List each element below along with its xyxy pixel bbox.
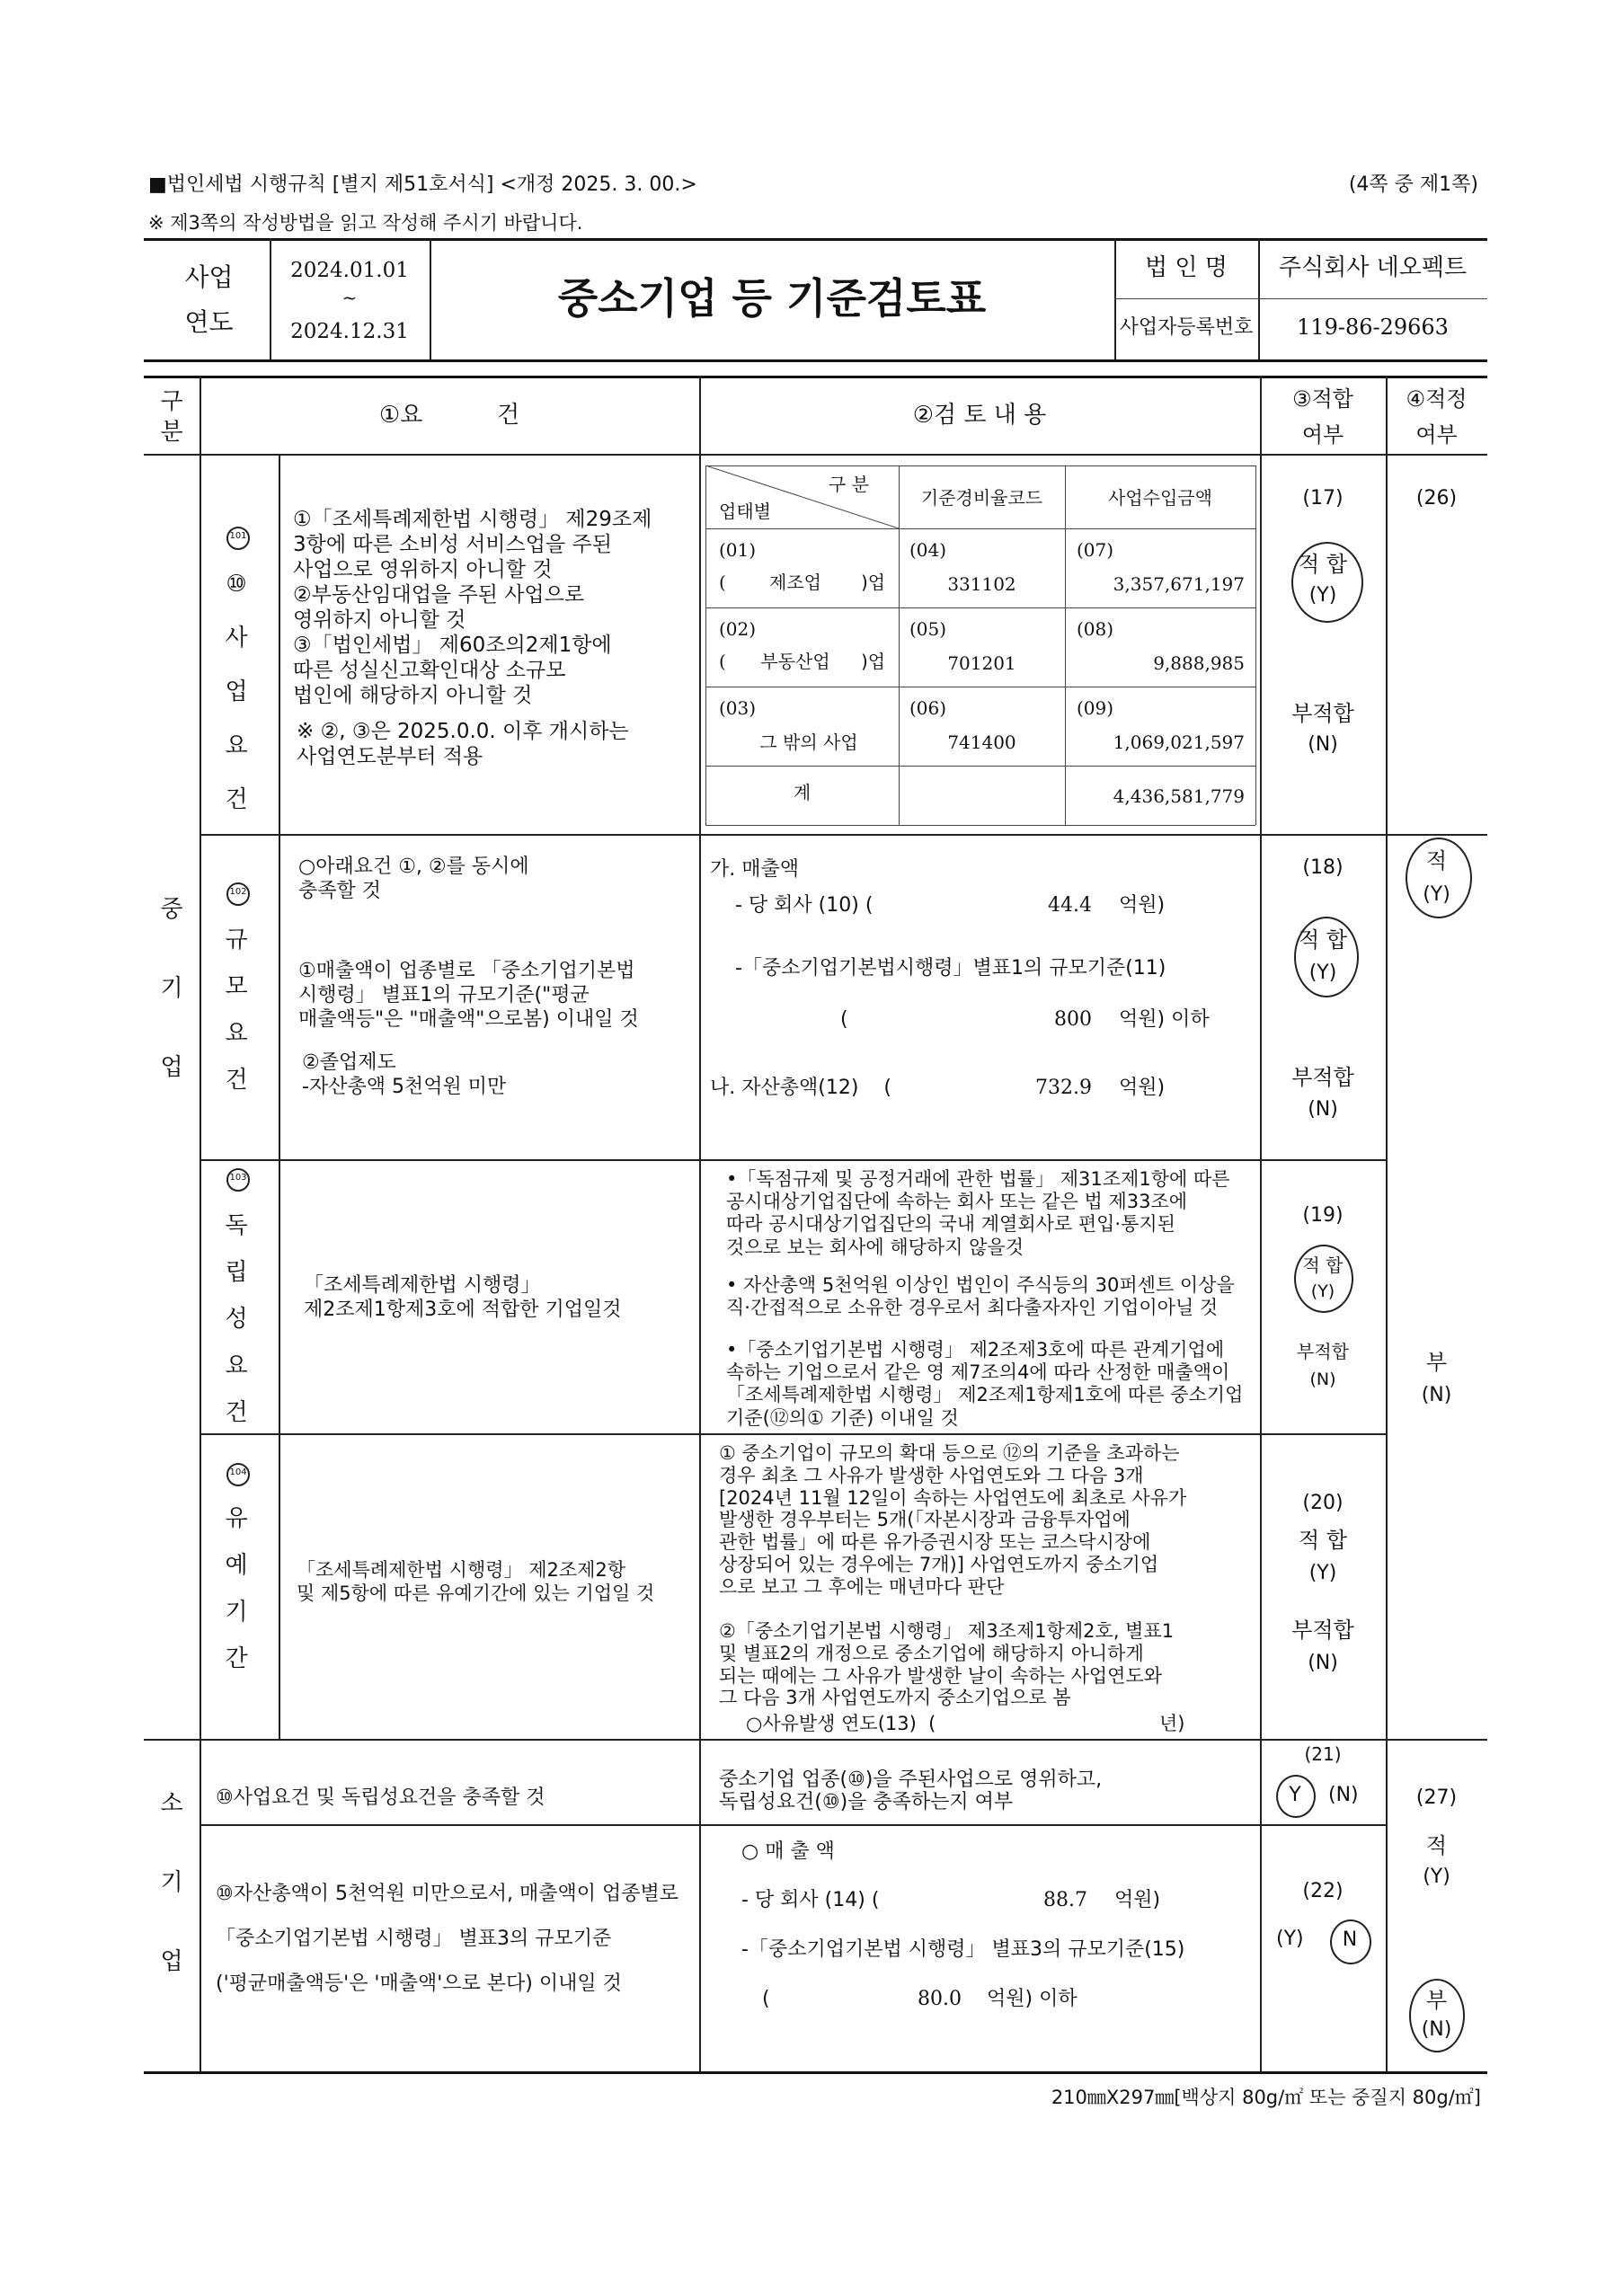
col-header-proper: ④적정 여부	[1406, 386, 1468, 448]
row101-requirement: ①「조세특례제한법 시행령」 제29조제 3항에 따른 소비성 서비스업을 주된 사업으로 영위하지 아니할 것 ②부동산임대업을 주된 사업으로 영위하지 아니할 것 ③「법인세법」 제60조의2제1항에 따른 성실신고확인대상 소규모 법인에 해당하지 아니할 것	[293, 508, 652, 708]
row102-fit-yes: 적 합	[1299, 927, 1347, 953]
biz-no-label: 사업자등록번호	[1119, 316, 1254, 339]
form-title: 중소기업 등 기준검토표	[557, 274, 987, 323]
row106-req-2: 「중소기업기본법 시행령」 별표3의 규모기준	[216, 1928, 612, 1950]
biz-no: 119-86-29663	[1297, 315, 1449, 340]
law-reference: ■법인세법 시행규칙 [별지 제51호서식] <개정 2025. 3. 00.>	[148, 173, 697, 196]
row101-fit-no-label: 부적합	[1291, 701, 1354, 726]
row106-scale-value: 80.0	[918, 1988, 962, 2010]
row104-requirement: 「조세특례제한법 시행령」 제2조제2항 및 제5항에 따른 유예기간에 있는 기업일 것	[297, 1559, 655, 1604]
row103-review-2: • 자산총액 5천억원 이상인 법인이 주식등의 30퍼센트 이상을 직·간접적으로 소유한 경우로서 최다출자자인 기업이아닐 것	[726, 1274, 1235, 1319]
item-number-102: 102	[226, 882, 250, 906]
row103-fit-yes-code: (Y)	[1310, 1281, 1335, 1301]
row104-event-year-unit: 년)	[1159, 1713, 1185, 1734]
row106-scale-standard: -「중소기업기본법 시행령」 별표3의 규모기준(15)	[741, 1938, 1185, 1961]
row106-proper-code-1: (Y)	[1423, 1866, 1450, 1888]
row102-scale-unit: 억원) 이하	[1119, 1008, 1210, 1031]
col-header-requirement: ①요 건	[378, 402, 520, 429]
table-row-3-amount: 1,069,021,597	[1113, 731, 1245, 753]
row102-scale-value: 800	[1054, 1008, 1092, 1031]
row106-scale-open: (	[762, 1988, 770, 2010]
table-header-amount: 사업수입금액	[1108, 487, 1212, 509]
row101-proper-no: (26)	[1415, 487, 1458, 510]
row103-proper-value: 부	[1425, 1350, 1448, 1375]
row104-label: 유 예 기 간	[225, 1505, 248, 1672]
row103-fit-no-label: 부적합	[1297, 1341, 1349, 1362]
table-row-2-suffix: )업	[861, 651, 886, 672]
table-row-3-no: (03)	[719, 697, 757, 719]
table-row-1-open: (	[719, 572, 726, 593]
instruction-note: ※ 제3쪽의 작성방법을 읽고 작성해 주시기 바랍니다.	[148, 212, 583, 234]
table-row-1-industry: 제조업	[769, 572, 821, 593]
row104-review-1: ① 중소기업이 규모의 확대 등으로 ⑫의 기준을 초과하는 경우 최초 그 사유가 발생한 사업연도와 그 다음 3개 [2024년 11월 12일이 속하는 사업연도에 최초로 사유가 발생한 경우부터는 5개(「자본시장과 금융투자업에 관한 법률」에 따른 유가증권시장 또는 코스닥시장에 상장되어 있는 경우에는 7개)] 사업연도까지 중소기업 으로 보고 그 후에는 매년마다 판단	[719, 1442, 1187, 1598]
table-row-1-code: 331102	[947, 573, 1016, 595]
row105-fit-no: (21)	[1304, 1743, 1342, 1765]
row101-label: ⑩ 사 업 요 건	[225, 571, 248, 813]
row104-fit-yes: 적 합	[1299, 1528, 1347, 1553]
fiscal-year-label-1: 사업	[184, 262, 234, 292]
row102-fit-no-code: (N)	[1308, 1098, 1338, 1121]
item-number-103: 103	[226, 1168, 250, 1192]
fiscal-year-tilde: ~	[341, 287, 358, 308]
item-number-101: 101	[226, 527, 250, 550]
row103-review-3: •「중소기업기본법 시행령」 제2조제3호에 따른 관계기업에 속하는 기업으로서 같은 영 제7조의4에 따라 산정한 매출액이 「조세특례제한법 시행령」 제2조제1항제1호에 따른 중소기업 기준(⑫의① 기준) 이내일 것	[726, 1339, 1244, 1429]
row102-req-1: ○아래요건 ①, ②를 동시에 충족할 것	[298, 855, 529, 902]
row102-scale-open: (	[840, 1008, 848, 1031]
fiscal-year-label-2: 연도	[184, 307, 234, 337]
col-header-category: 구 분	[160, 388, 183, 446]
item-number-104: 104	[226, 1463, 250, 1486]
table-row-2-amount-no: (08)	[1077, 618, 1114, 640]
row102-sales-head: 가. 매출액	[710, 858, 799, 881]
row104-fit-no-code: (N)	[1308, 1652, 1338, 1674]
col-header-review: ②검 토 내 용	[912, 402, 1047, 429]
table-row-1-no: (01)	[719, 539, 757, 561]
table-row-1-amount-no: (07)	[1077, 539, 1114, 561]
table-row-1-suffix: )업	[861, 572, 886, 593]
row106-proper-value-2: 부	[1425, 1988, 1448, 2013]
row102-assets-value: 732.9	[1035, 1077, 1092, 1099]
row105-requirement: ⑩사업요건 및 독립성요건을 충족할 것	[216, 1786, 545, 1809]
row105-review: 중소기업 업종(⑩)을 주된사업으로 영위하고, 독립성요건(⑩)을 충족하는지 여부	[719, 1769, 1103, 1814]
paper-spec: 210㎜X297㎜[백상지 80g/㎡ 또는 중질지 80g/㎡]	[1051, 2087, 1481, 2108]
table-row-2-no: (02)	[719, 618, 757, 640]
row101-fit-yes: 적 합	[1299, 552, 1347, 577]
page-info: (4쪽 중 제1쪽)	[1348, 173, 1478, 196]
row106-fit-no: (22)	[1302, 1880, 1344, 1902]
row102-fit-yes-code: (Y)	[1308, 962, 1337, 984]
row103-review-1: •「독점규제 및 공정거래에 관한 법률」 제31조제1항에 따른 공시대상기업집단에 속하는 회사 또는 같은 법 제33조에 따라 공시대상기업집단의 국내 계열회사로 편입·통지된 것으로 보는 회사에 해당하지 않을것	[726, 1168, 1230, 1258]
table-header-category: 구 분	[829, 474, 869, 495]
row103-fit-no-code: (N)	[1309, 1370, 1336, 1389]
table-row-3-amount-no: (09)	[1077, 697, 1114, 719]
row105-fit-no-option: (N)	[1328, 1784, 1359, 1806]
row103-fit-yes: 적 합	[1302, 1254, 1344, 1276]
table-row-2-industry: 부동산업	[760, 651, 830, 672]
row102-fit-no: (18)	[1302, 856, 1344, 879]
table-row-2-code-no: (05)	[909, 618, 947, 640]
table-row-2-amount: 9,888,985	[1153, 652, 1245, 674]
table-row-2-open: (	[719, 651, 726, 672]
row102-sales-company-value: 44.4	[1048, 894, 1092, 917]
row106-req-3: ('평균매출액등'은 '매출액'으로 본다) 이내일 것	[216, 1972, 622, 1995]
row102-fit-no-label: 부적합	[1291, 1065, 1354, 1090]
row106-sales-company-value: 88.7	[1043, 1889, 1087, 1911]
row106-sales-company: - 당 회사 (14) (	[741, 1889, 880, 1911]
table-header-industry: 업태별	[719, 501, 771, 522]
row102-req-3: ②졸업제도 -자산총액 5천억원 미만	[302, 1051, 507, 1098]
row102-scale-standard: -「중소기업기본법시행령」별표1의 규모기준(11)	[735, 957, 1166, 980]
row106-proper-value-1: 적	[1425, 1833, 1448, 1858]
table-total-label: 계	[793, 782, 812, 803]
row103-fit-no: (19)	[1302, 1204, 1344, 1227]
group-small-business: 소 기 업	[160, 1790, 183, 1975]
row101-fit-no: (17)	[1302, 487, 1344, 510]
row104-fit-no-label: 부적합	[1291, 1618, 1354, 1643]
table-total-amount: 4,436,581,779	[1113, 785, 1245, 807]
row106-sales-company-unit: 억원)	[1114, 1889, 1161, 1911]
row102-proper-value: 적	[1425, 848, 1448, 873]
row103-label: 독 립 성 요 건	[225, 1212, 248, 1426]
row104-event-year: ○사유발생 연도(13) (	[746, 1713, 936, 1734]
row106-scale-unit: 억원) 이하	[987, 1988, 1078, 2010]
table-row-3-industry: 그 밖의 사업	[759, 731, 858, 753]
row102-sales-company-unit: 억원)	[1119, 894, 1166, 917]
fiscal-year-start: 2024.01.01	[290, 259, 409, 282]
row102-assets: 나. 자산총액(12) (	[710, 1077, 891, 1099]
row103-proper-code: (N)	[1421, 1384, 1452, 1406]
col-header-fit: ③적합 여부	[1292, 386, 1353, 448]
row106-sales-head: ○ 매 출 액	[741, 1840, 835, 1863]
row104-review-2: ②「중소기업기본법 시행령」 제3조제1항제2호, 별표1 및 별표2의 개정으로 중소기업에 해당하지 아니하게 되는 때에는 그 사유가 발생한 날이 속하는 사업연도와 그 다음 3개 사업연도까지 중소기업으로 봄	[719, 1620, 1175, 1709]
row106-fit-yes-option: (Y)	[1276, 1928, 1304, 1950]
row106-fit-no: N	[1342, 1928, 1358, 1951]
table-row-2-code: 701201	[947, 652, 1016, 674]
row103-requirement: 「조세특례제한법 시행령」 제2조제1항제3호에 적합한 기업일것	[304, 1274, 622, 1321]
row102-assets-unit: 억원)	[1119, 1077, 1166, 1099]
row106-req-1: ⑩자산총액이 5천억원 미만으로서, 매출액이 업종별로	[216, 1883, 678, 1905]
row101-fit-yes-code: (Y)	[1308, 584, 1337, 607]
row104-fit-no: (20)	[1302, 1492, 1344, 1514]
table-row-3-code: 741400	[947, 731, 1016, 753]
group-sme: 중 기 업	[160, 896, 183, 1081]
row102-proper-code: (Y)	[1423, 883, 1450, 906]
table-row-1-amount: 3,357,671,197	[1113, 573, 1245, 595]
corp-name: 주식회사 네오펙트	[1278, 254, 1468, 281]
row102-label: 규 모 요 건	[225, 926, 248, 1094]
row104-fit-yes-code: (Y)	[1308, 1562, 1337, 1584]
row102-sales-company: - 당 회사 (10) (	[735, 894, 874, 917]
table-row-3-code-no: (06)	[909, 697, 947, 719]
table-header-code: 기준경비율코드	[920, 487, 1043, 509]
row106-proper-code-2: (N)	[1421, 2018, 1452, 2041]
table-row-1-code-no: (04)	[909, 539, 947, 561]
row101-requirement-note: ※ ②, ③은 2025.0.0. 이후 개시하는 사업연도분부터 적용	[297, 720, 629, 769]
row101-fit-no-code: (N)	[1308, 733, 1338, 756]
row105-fit-yes: Y	[1289, 1784, 1301, 1806]
row102-req-2: ①매출액이 업종별로 「중소기업기본법 시행령」 별표1의 규모기준("평균 매출액등"은 "매출액"으로봄) 이내일 것	[298, 960, 639, 1031]
row105-proper-no: (27)	[1415, 1786, 1458, 1809]
fiscal-year-end: 2024.12.31	[290, 320, 409, 343]
corp-name-label: 법 인 명	[1145, 254, 1228, 281]
